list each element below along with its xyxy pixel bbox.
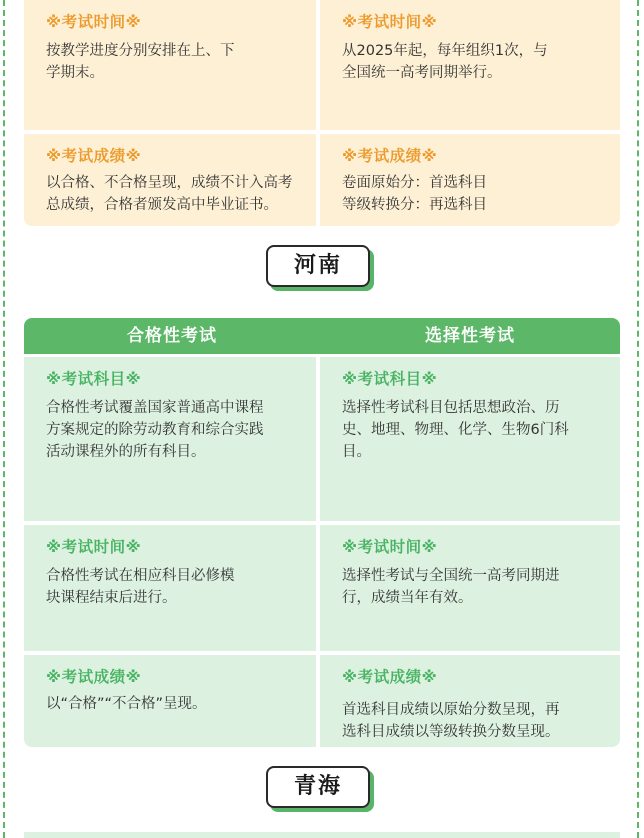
cell-title: ※考试成绩※ bbox=[46, 668, 142, 686]
cell-text: 以“合格”“不合格”呈现。 bbox=[46, 696, 207, 712]
cell-text: 合格性考试在相应科目必修模 块课程结束后进行。 bbox=[46, 568, 235, 606]
cell-title: ※考试成绩※ bbox=[342, 147, 438, 165]
top-left-score-cell bbox=[24, 134, 316, 226]
cell-text: 选择性考试科目包括思想政治、历 史、地理、物理、化学、生物6门科 目。 bbox=[342, 400, 569, 460]
cell-title: ※考试时间※ bbox=[342, 13, 438, 31]
selective-subjects-cell bbox=[320, 357, 620, 521]
cell-title: ※考试科目※ bbox=[342, 370, 438, 388]
left-dashed-border bbox=[3, 0, 5, 838]
cell-title: ※考试成绩※ bbox=[342, 668, 438, 686]
header-selective-exam: 选择性考试 bbox=[425, 326, 515, 346]
right-dashed-border bbox=[637, 0, 639, 838]
cell-text: 选择性考试与全国统一高考同期进 行，成绩当年有效。 bbox=[342, 568, 560, 606]
qualifying-time-cell bbox=[24, 525, 316, 651]
next-section-edge bbox=[24, 832, 620, 838]
top-right-time-cell bbox=[320, 0, 620, 130]
cell-text: 合格性考试覆盖国家普通高中课程 方案规定的除劳动教育和综合实践 活动课程外的所有科目。 bbox=[46, 400, 264, 460]
cell-text: 首选科目成绩以原始分数呈现，再 选科目成绩以等级转换分数呈现。 bbox=[342, 702, 560, 740]
top-left-time-cell bbox=[24, 0, 316, 130]
selective-time-cell bbox=[320, 525, 620, 651]
top-right-score-cell bbox=[320, 134, 620, 226]
cell-text: 从2025年起，每年组织1次，与 全国统一高考同期举行。 bbox=[342, 43, 548, 81]
cell-title: ※考试成绩※ bbox=[46, 147, 142, 165]
cell-text: 按教学进度分别安排在上、下 学期末。 bbox=[46, 43, 235, 81]
region-title-qinghai: 青海 bbox=[266, 766, 370, 808]
qualifying-score-cell bbox=[24, 655, 316, 747]
qualifying-subjects-cell bbox=[24, 357, 316, 521]
cell-title: ※考试科目※ bbox=[46, 370, 142, 388]
cell-title: ※考试时间※ bbox=[46, 13, 142, 31]
table-header bbox=[24, 318, 620, 354]
cell-text: 以合格、不合格呈现，成绩不计入高考 总成绩，合格者颁发高中毕业证书。 bbox=[46, 175, 293, 213]
region-title-henan: 河南 bbox=[266, 245, 370, 287]
cell-title: ※考试时间※ bbox=[46, 538, 142, 556]
header-qualifying-exam: 合格性考试 bbox=[127, 326, 217, 346]
cell-title: ※考试时间※ bbox=[342, 538, 438, 556]
cell-text: 卷面原始分：首选科目 等级转换分：再选科目 bbox=[342, 175, 487, 213]
selective-score-cell bbox=[320, 655, 620, 747]
